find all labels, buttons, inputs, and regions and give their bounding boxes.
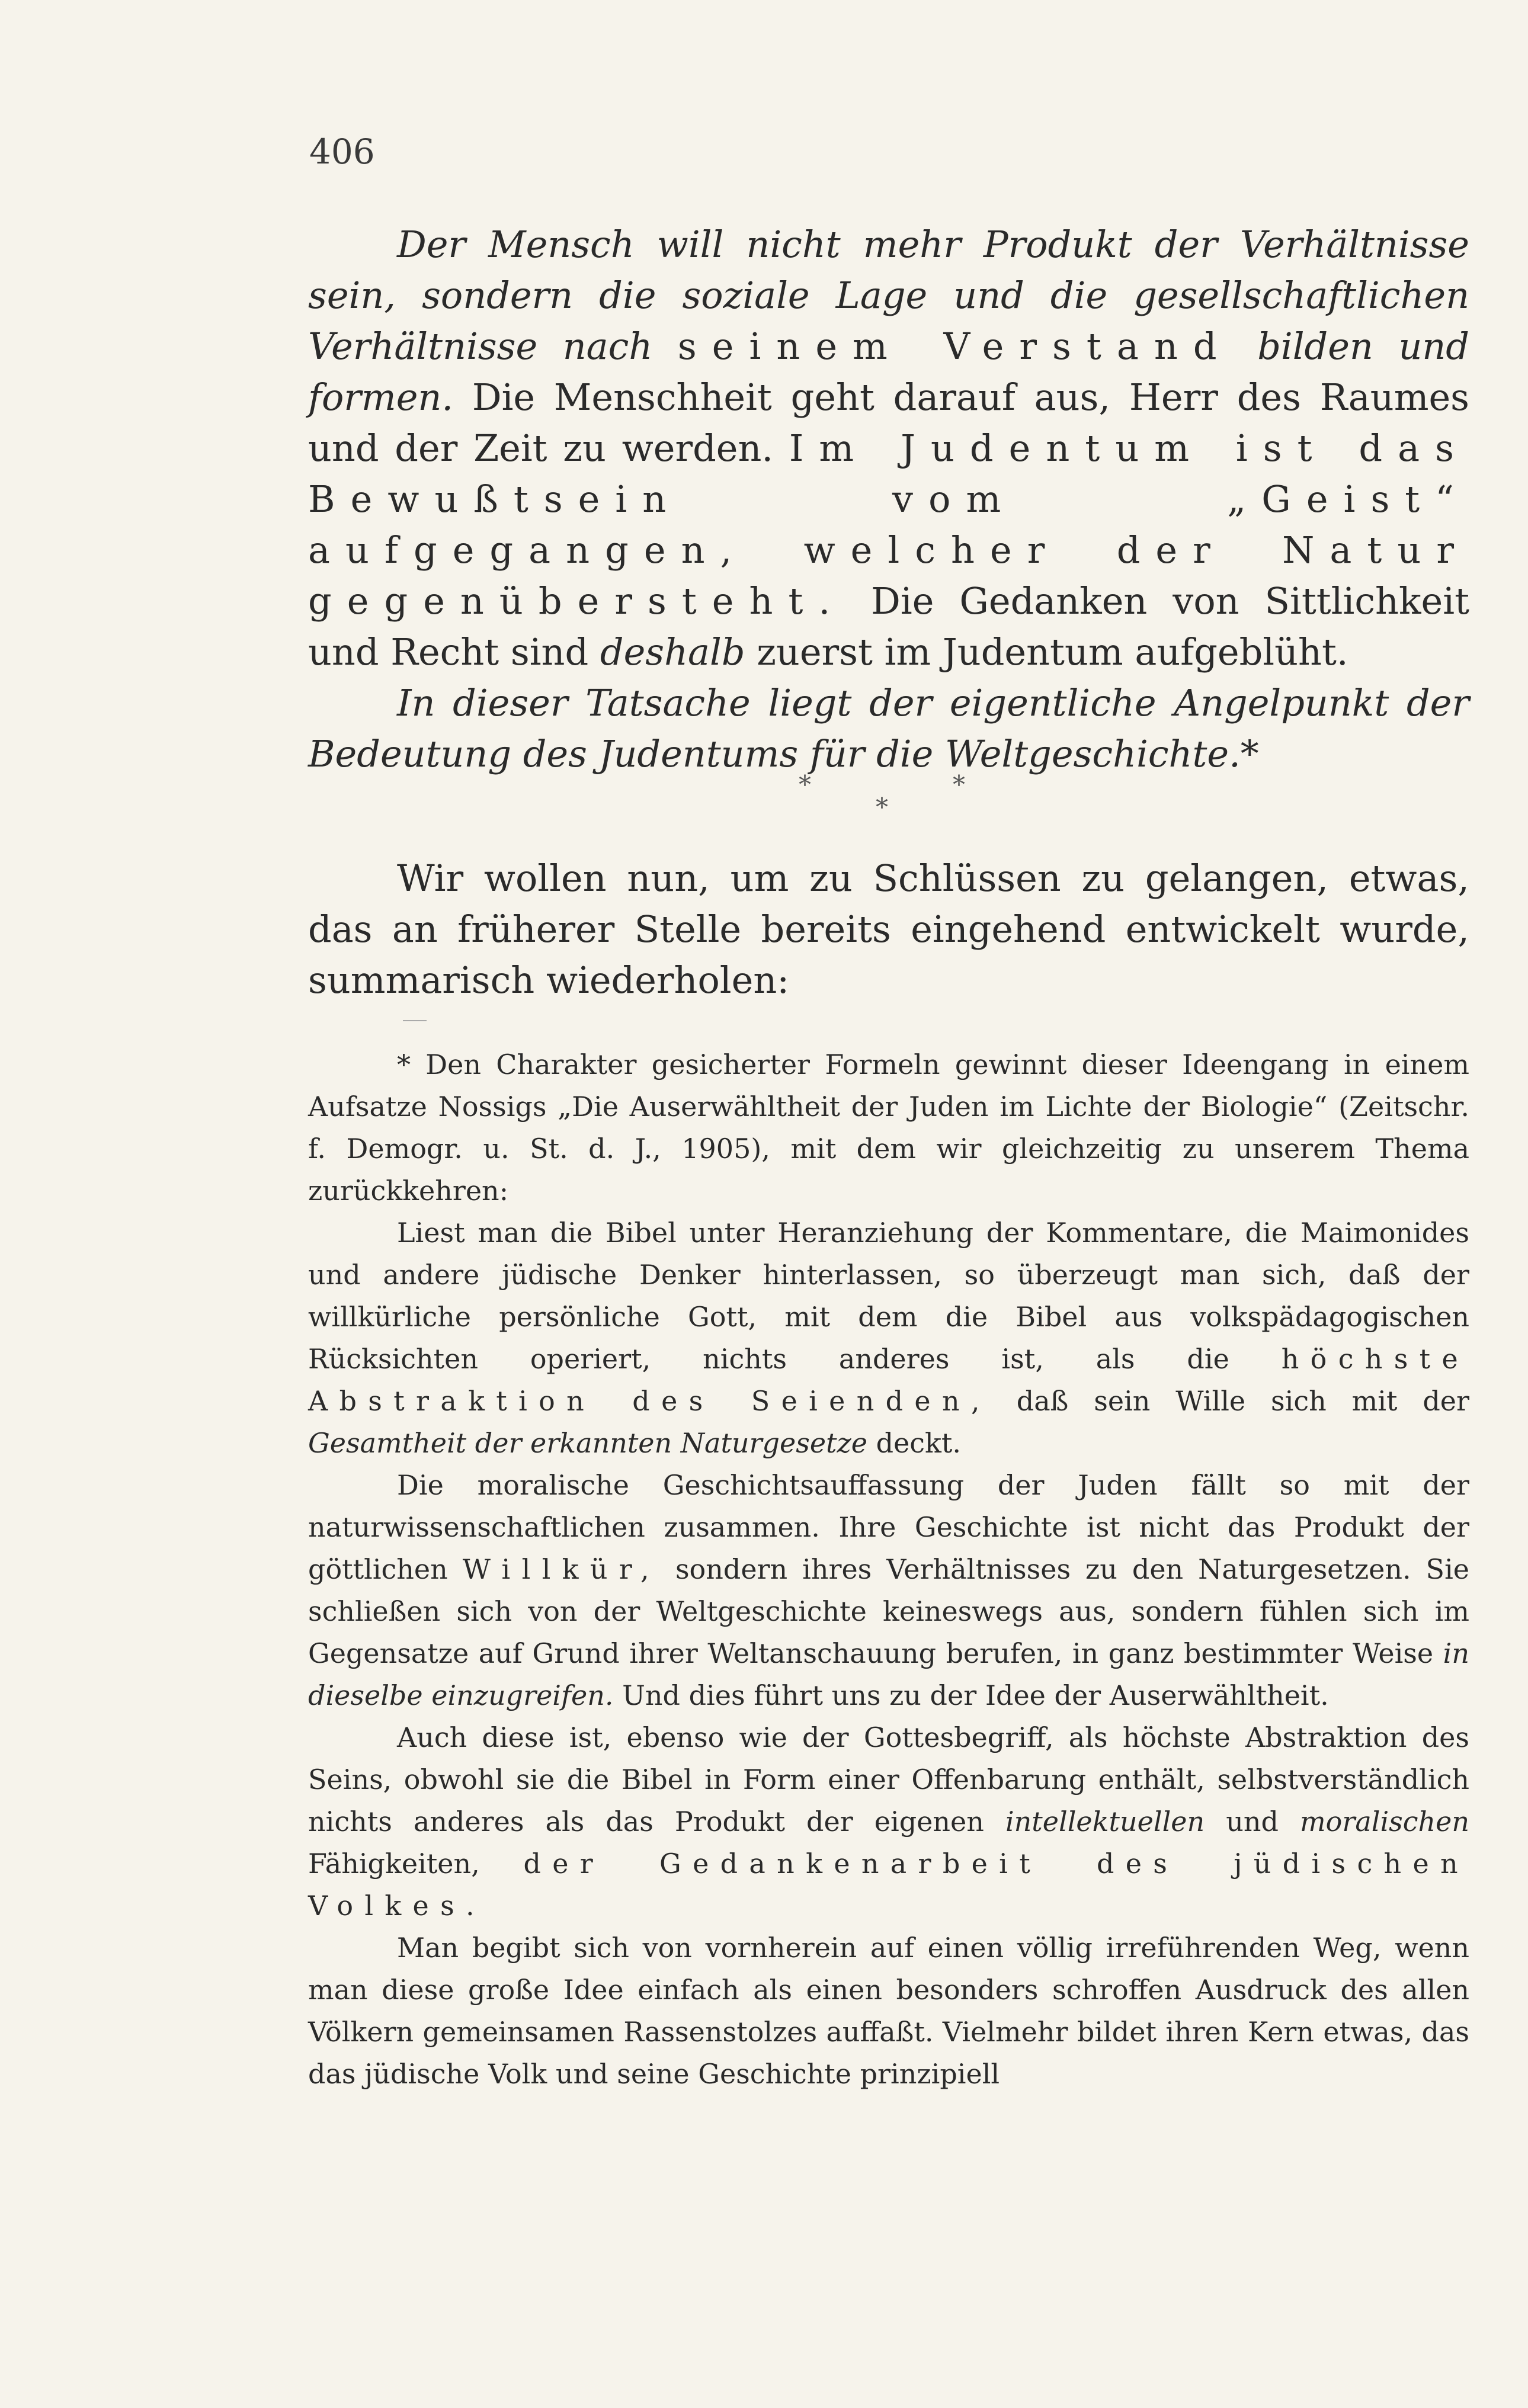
italic-phrase: Der Mensch will nicht mehr Produkt der Verhältnisse sein, sondern die soziale Lage und die gesellschaftlichen Verhältnisse nach [308,223,1469,368]
spaced-phrase: Im Judentum ist das Bewußtsein vom „Geist“ aufgegangen, welcher der Natur gegenübersteht. [308,427,1469,623]
spaced-phrase: höchste Abstraktion des Seienden, [308,1343,1469,1417]
spaced-phrase: seinem Verstand [677,325,1232,368]
page-number: 406 [309,132,375,172]
text-run: deckt. [876,1427,962,1459]
separator-star-bottom: * [876,793,888,822]
text-run: Fähigkeiten, [308,1848,480,1880]
section-separator [788,770,978,841]
text-run: Die moralische Geschichtsauffassung der Juden fällt so mit der naturwissenschaftlichen zusammen. Ihre Geschichte ist nicht das Produkt der göttlichen [308,1469,1469,1585]
text-run: sondern ihres Verhältnisses zu den Naturgesetzen. Sie schließen sich von der Weltgeschichte keineswegs aus, sondern fühlen sich im Gegensatze auf Grund ihrer Weltanschauung berufen, in ganz bestimmter Weise [308,1553,1469,1669]
footnote-paragraph-bibel [308,1212,1469,1464]
paragraph-angelpunkt [308,678,1469,780]
separator-star-right: * [953,770,965,799]
paragraph-schluessen: Wir wollen nun, um zu Schlüssen zu gelangen, etwas, das an früherer Stelle bereits eingehend entwickelt wurde, summarisch wiederholen: [308,857,1469,1002]
separator-star-left: * [799,770,811,799]
text-run: Die Gedanken von Sittlichkeit und Recht sind [308,579,1469,674]
text-run: daß sein Wille sich mit der [1016,1385,1470,1417]
footnote-paragraph-weg: Man begibt sich von vornherein auf einen völlig irreführenden Weg, wenn man diese große Idee einfach als einen besonders schroffen Ausdruck des allen Völkern gemeinsamen Rassenstolzes auffaßt. Vielmehr bildet ihren Kern etwas, das das jüdische Volk und seine Geschichte prinzipiell [308,1932,1469,2090]
text-run: Auch diese ist, ebenso wie der Gottesbegriff, als höchste Abstraktion des Seins, obwohl sie die Bibel in Form einer Offenbarung enthält, selbstverständlich nichts anderes als das Produkt der eigenen [308,1721,1469,1838]
paragraph-mensch [308,219,1469,678]
footnote-paragraph-intro: * Den Charakter gesicherter Formeln gewinnt dieser Ideengang in einem Aufsatze Nossigs „Die Auserwähltheit der Juden im Lichte der Biologie“ (Zeitschr. f. Demogr. u. St. d. J., 1905), mit dem wir gleichzeitig zu unserem Thema zurückkehren: [308,1049,1469,1207]
main-text-block [308,219,1469,780]
italic-phrase: deshalb [600,630,745,674]
text-run: zuerst im Judentum aufgeblüht. [757,630,1348,674]
text-run: Liest man die Bibel unter Heranziehung der Kommentare, die Maimonides und andere jüdische Denker hinterlassen, so überzeugt man sich, daß der willkürliche persönliche Gott, mit dem die Bibel aus volkspädagogischen Rücksichten operiert, nichts anderes ist, als die [308,1217,1469,1375]
footnote-block [308,1044,1469,2095]
text-run: Und dies führt uns zu der Idee der Auserwähltheit. [622,1679,1329,1711]
spaced-phrase: der Gedankenarbeit des jüdischen Volkes. [308,1848,1469,1922]
text-run: Die Menschheit geht darauf aus, Herr des Raumes und der Zeit zu werden. [308,376,1469,470]
footnote-paragraph-geschichtsauffassung [308,1464,1469,1717]
section-text-block [308,853,1469,1006]
italic-phrase: intellektuellen [1005,1806,1205,1838]
italic-phrase: Gesamtheit der erkannten Naturgesetze [308,1427,867,1459]
footnote-rule [403,1020,427,1021]
footnote-paragraph-abstraktion [308,1717,1469,1927]
italic-phrase: bilden und formen. [308,325,1469,419]
italic-phrase: moralischen [1300,1806,1470,1838]
spaced-phrase: Willkür, [462,1553,661,1585]
italic-paragraph: In dieser Tatsache liegt der eigentliche Angelpunkt der Bedeutung des Judentums für die Weltgeschichte.* [308,681,1469,775]
italic-phrase: in dieselbe einzugreifen. [308,1637,1470,1711]
text-run: und [1226,1806,1279,1838]
